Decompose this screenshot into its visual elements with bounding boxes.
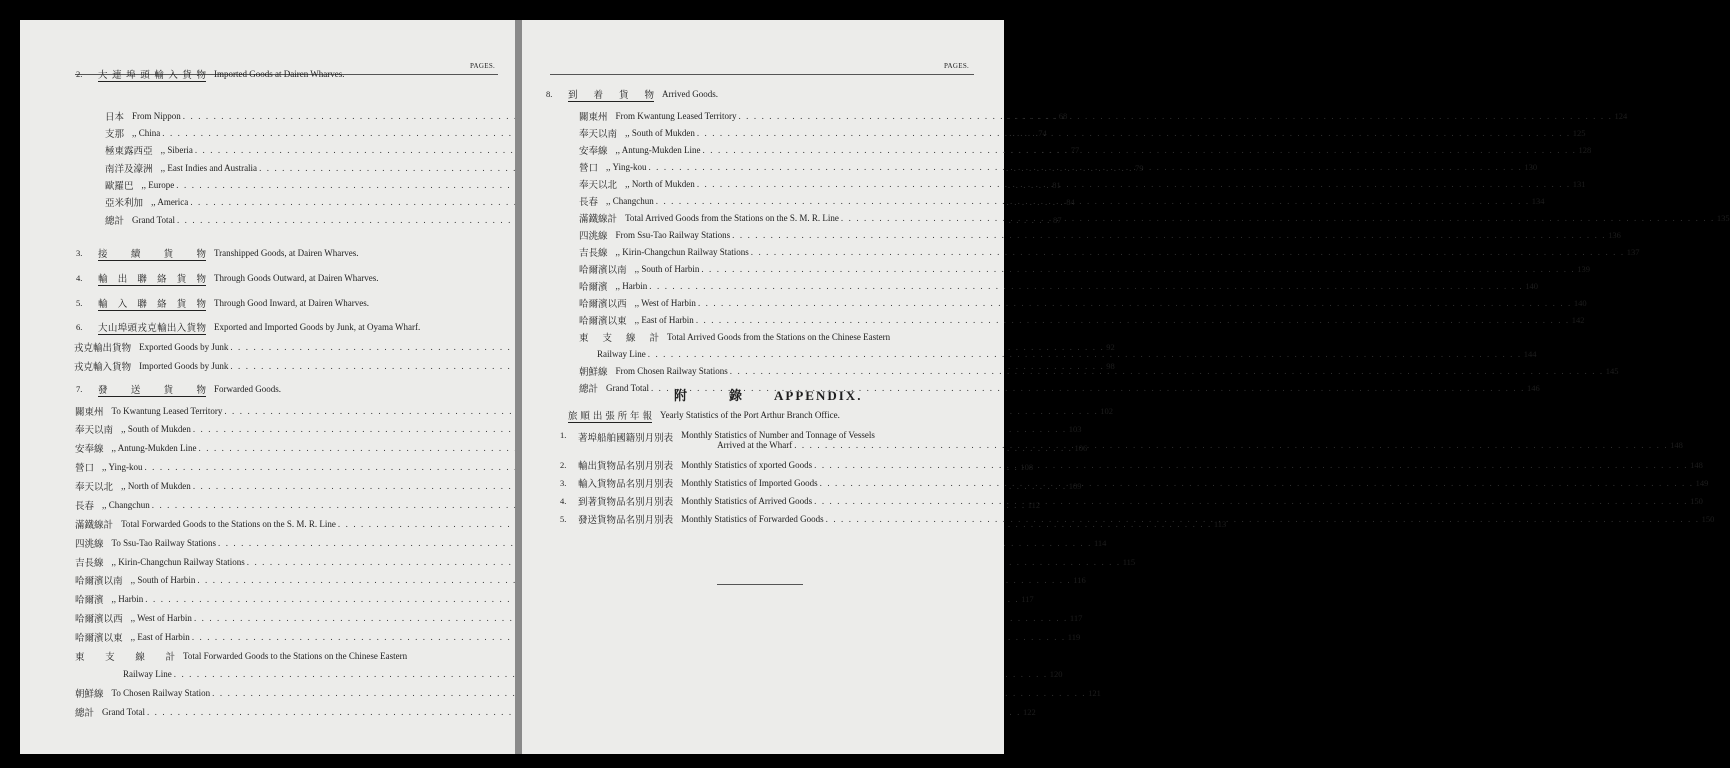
section-title: Transhipped Goods, at Dairen Wharves. (214, 248, 359, 258)
entry-text: ,, Changchun (102, 500, 150, 510)
entry-text: ,, East of Harbin (130, 632, 190, 642)
entry-text: ,, West of Harbin (634, 298, 696, 308)
entry-cjk: 哈 爾 濱 以 東 (75, 633, 123, 644)
entry-page: 74 (1038, 128, 1047, 138)
appendix-entry-text: Monthly Statistics of Forwarded Goods (681, 514, 824, 524)
section-number: 3. (76, 248, 83, 258)
entry-text: ,, Antung-Mukden Line (615, 145, 701, 155)
entry-text: Railway Line (123, 669, 172, 679)
appendix-cjk: 錄 (729, 389, 745, 404)
section-heading (76, 319, 498, 335)
entry-page: 131 (1572, 179, 1586, 189)
toc-entry (75, 572, 1086, 588)
entry-cjk: 朝 鮮 線 (579, 367, 608, 378)
book-gutter (515, 20, 522, 754)
entry-text: ,, Harbin (111, 594, 144, 604)
dot-leader (697, 128, 1571, 138)
toc-entry (75, 535, 1107, 551)
dot-leader (648, 162, 1522, 172)
entry-page: 112 (1027, 500, 1041, 510)
appendix-entry-text: Monthly Statistics of xported Goods (681, 460, 813, 470)
entry-text: ,, Kirin-Changchun Railway Stations (111, 557, 245, 567)
entry-page: 139 (1577, 264, 1591, 274)
entry-text: ,, South of Harbin (130, 575, 196, 585)
section-heading (76, 66, 498, 82)
entry-cjk: 吉 長 線 (579, 248, 608, 259)
entry-cjk: 滿 鐵 線 計 (75, 520, 114, 531)
entry-page: 140 (1525, 281, 1538, 291)
section-title: Imported Goods at Dairen Wharves. (214, 69, 345, 79)
section-number: 4. (76, 273, 83, 283)
entry-cjk: 哈 爾 濱 (579, 282, 608, 293)
section-title-cjk: 大 連 埠 頭 輸 入 貨 物 (98, 67, 206, 82)
section-title: Through Goods Outward, at Dairen Wharves. (214, 273, 379, 283)
entry-page: 81 (1052, 180, 1061, 190)
entry-cjk: 奉 天 以 南 (579, 129, 618, 140)
entry-page: 121 (1088, 688, 1101, 698)
entry-text: ,, West of Harbin (130, 613, 192, 623)
toc-entry (75, 704, 1036, 720)
entry-text: Total Forwarded Goods to the Stations on the Chinese Eastern (183, 651, 408, 661)
section-heading (76, 381, 498, 397)
dot-leader (696, 315, 1570, 325)
entry-cjk: 安 奉 線 (579, 146, 608, 157)
entry-text: Total Arrived Goods from the Stations on the S. M. R. Line (625, 213, 839, 223)
appendix-entry-page: 149 (1695, 478, 1709, 488)
dot-leader (730, 366, 1604, 376)
toc-entry (75, 591, 1034, 607)
entry-page: 113 (1213, 519, 1227, 529)
appendix-title: APPENDIX. (774, 388, 863, 403)
section-title: Exported and Imported Goods by Junk, at Oyama Wharf. (214, 322, 421, 332)
toc-entry (75, 648, 476, 664)
appendix-heading (674, 385, 862, 404)
port-arthur-heading (568, 407, 988, 423)
entry-cjk: 朝 鮮 線 (75, 689, 104, 700)
entry-text: ,, East of Harbin (634, 315, 694, 325)
section-title: Arrived Goods. (662, 89, 718, 99)
entry-page: 103 (1068, 424, 1082, 434)
entry-text: From Kwantung Leased Territory (615, 111, 737, 121)
entry-cjk: 四 洮 線 (75, 539, 104, 550)
entry-page: 125 (1572, 128, 1586, 138)
entry-text: From Nippon (132, 111, 181, 121)
entry-cjk: 哈 爾 濱 (75, 595, 104, 606)
entry-page: 102 (1100, 406, 1114, 416)
appendix-entry-line2 (681, 440, 1683, 450)
entry-page: 92 (1106, 342, 1115, 352)
entry-cjk: 長 春 (75, 501, 95, 512)
entry-text: ,, Kirin-Changchun Railway Stations (615, 247, 749, 257)
entry-page: 144 (1523, 349, 1537, 359)
toc-entry (75, 629, 1081, 645)
entry-text: ,, Antung-Mukden Line (111, 443, 197, 453)
appendix-cjk: 附 (674, 389, 690, 404)
entry-cjk: 總 計 (75, 708, 95, 719)
entry-page: 142 (1571, 315, 1585, 325)
entry-cjk: 滿 鐵 線 計 (579, 214, 618, 225)
entry-page: 115 (1122, 557, 1136, 567)
entry-text: Grand Total (132, 215, 175, 225)
dot-leader (656, 196, 1530, 206)
section-number: 8. (546, 89, 553, 99)
entry-page: 106 (1074, 443, 1088, 453)
entry-page: 116 (1073, 575, 1086, 585)
end-rule (717, 584, 803, 585)
pages-header: PAGES. (944, 62, 970, 70)
toc-entry (579, 312, 1585, 328)
appendix-entry-cjk: 發 送 貨 物 品 名 別 月 別 表 (578, 515, 674, 526)
appendix-entry-text: Arrived at the Wharf (717, 440, 793, 450)
appendix-entry-page: 148 (1690, 460, 1703, 470)
appendix-entry-text-block (681, 430, 1683, 450)
entry-page: 87 (1052, 215, 1062, 225)
entry-cjk: 營 口 (75, 463, 95, 474)
entry-text: From Chosen Railway Stations (615, 366, 728, 376)
entry-text: Exported Goods by Junk (139, 342, 229, 352)
entry-text: ,, Europe (141, 180, 175, 190)
entry-text: ,, North of Mukden (121, 481, 191, 491)
entry-text: ,, North of Mukden (625, 179, 695, 189)
toc-entry (75, 554, 1136, 570)
section-heading (76, 270, 498, 286)
entry-cjk: 極 東 露 西 亞 (105, 146, 153, 157)
entry-text: ,, Siberia (160, 145, 193, 155)
section-number: 2. (76, 69, 83, 79)
entry-cjk: 安 奉 線 (75, 444, 104, 455)
entry-cjk: 長 春 (579, 197, 599, 208)
entry-text: Grand Total (606, 383, 649, 393)
entry-text: ,, South of Harbin (634, 264, 700, 274)
section-number: 6. (76, 322, 83, 332)
entry-text: ,, Changchun (606, 196, 654, 206)
section-title-cjk: 輸 出 聯 絡 貨 物 (98, 271, 206, 286)
section-title: Through Good Inward, at Dairen Wharves. (214, 298, 370, 308)
entry-text: ,, East Indies and Australia (160, 163, 258, 173)
entry-cjk: 哈 爾 濱 以 東 (579, 316, 627, 327)
section-number: 7. (76, 384, 83, 394)
entry-page: 117 (1021, 594, 1034, 604)
appendix-number: 1. (560, 430, 567, 440)
entry-cjk: 哈 爾 濱 以 西 (579, 299, 627, 310)
entry-page: 122 (1022, 707, 1036, 717)
section-title-cjk: 發 送 貨 物 (98, 382, 206, 397)
toc-entry (75, 685, 1101, 701)
header-rule (550, 74, 974, 75)
dot-leader (794, 440, 1668, 450)
dot-leader (738, 111, 1612, 121)
entry-page: 145 (1605, 366, 1619, 376)
entry-cjk: 四 洮 線 (579, 231, 608, 242)
entry-page: 68 (1058, 111, 1068, 121)
entry-text: ,, South of Mukden (625, 128, 695, 138)
entry-cjk: 關 東 州 (75, 407, 104, 418)
entry-cjk: 哈 爾 濱 以 南 (579, 265, 627, 276)
section-heading (76, 295, 498, 311)
entry-cjk: 東 支 線 計 (75, 652, 175, 663)
section-title-cjk: 大 山 埠 頭 戎 克 輸 出 入 貨 物 (98, 320, 206, 335)
pages-header: PAGES. (470, 62, 496, 70)
section-number: 5. (76, 298, 83, 308)
entry-page: 120 (1049, 669, 1063, 679)
entry-cjk: 營 口 (579, 163, 599, 174)
entry-page: 117 (1069, 613, 1083, 623)
entry-page: 136 (1608, 230, 1621, 240)
dot-leader (814, 460, 1688, 470)
entry-cjk: 總 計 (579, 384, 599, 395)
entry-page: 108 (1020, 462, 1034, 472)
appendix-number: 4. (560, 496, 567, 506)
entry-text: Grand Total (102, 707, 145, 717)
dot-leader (732, 230, 1606, 240)
dot-leader (697, 179, 1571, 189)
entry-text: Imported Goods by Junk (139, 361, 229, 371)
entry-cjk: 歐 羅 巴 (105, 181, 134, 192)
appendix-number: 2. (560, 460, 567, 470)
entry-cjk: 戎 克 輸 出 貨 物 (74, 343, 132, 354)
port-arthur-title: Yearly Statistics of the Port Arthur Branch Office. (660, 410, 840, 420)
dot-leader (648, 349, 1522, 359)
appendix-entry-page: 150 (1690, 496, 1703, 506)
appendix-entry-text: Monthly Statistics of Imported Goods (681, 478, 818, 488)
entry-cjk: 南 洋 及 濠 洲 (105, 164, 153, 175)
entry-cjk: 戎 克 輸 入 貨 物 (74, 362, 132, 373)
entry-text: To Ssu-Tao Railway Stations (111, 538, 217, 548)
entry-page: 124 (1614, 111, 1628, 121)
appendix-entry-text: Monthly Statistics of Arrived Goods (681, 496, 813, 506)
entry-cjk: 支 那 (105, 129, 125, 140)
section-heading (546, 86, 974, 102)
entry-page: 79 (1135, 163, 1144, 173)
entry-cjk: 亞 米 利 加 (105, 198, 144, 209)
dot-leader (841, 213, 1715, 223)
appendix-entry-text: Monthly Statistics of Number and Tonnage of Vessels (681, 430, 875, 440)
entry-page: 146 (1526, 383, 1540, 393)
appendix-number: 3. (560, 478, 567, 488)
entry-page: 137 (1626, 247, 1640, 257)
entry-cjk: 日 本 (105, 112, 125, 123)
dot-leader (649, 281, 1523, 291)
entry-cjk: 哈 爾 濱 以 南 (75, 576, 123, 587)
entry-page: 135 (1716, 213, 1730, 223)
entry-cjk: 吉 長 線 (75, 558, 104, 569)
toc-entry (579, 295, 1587, 311)
entry-text: Total Forwarded Goods to the Stations on the S. M. R. Line (121, 519, 336, 529)
dot-leader (820, 478, 1694, 488)
toc-entry (579, 278, 1538, 294)
toc-entry (75, 610, 1083, 626)
entry-page: 114 (1093, 538, 1107, 548)
entry-page: 98 (1106, 361, 1115, 371)
dot-leader (751, 247, 1625, 257)
toc-entry (579, 261, 1591, 277)
section-title: Forwarded Goods. (214, 384, 281, 394)
dot-leader (814, 496, 1688, 506)
entry-text: ,, China (132, 128, 161, 138)
section-title-cjk: 輸 入 聯 絡 貨 物 (98, 296, 206, 311)
entry-cjk: 奉 天 以 北 (579, 180, 618, 191)
entry-cjk: 總 計 (105, 216, 125, 227)
entry-page: 140 (1573, 298, 1587, 308)
entry-page: 109 (1068, 481, 1082, 491)
appendix-entry-cjk: 輸 入 貨 物 品 名 別 月 別 表 (578, 479, 674, 490)
dot-leader (703, 145, 1577, 155)
appendix-entry-page: 150 (1701, 514, 1715, 524)
dot-leader (698, 298, 1572, 308)
entry-page: 119 (1067, 632, 1081, 642)
appendix-number: 5. (560, 514, 567, 524)
toc-entry (579, 244, 1640, 260)
entry-text: ,, Ying-kou (606, 162, 647, 172)
dot-leader (701, 264, 1575, 274)
entry-text: Total Arrived Goods from the Stations on the Chinese Eastern (667, 332, 891, 342)
dot-leader (826, 514, 1700, 524)
entry-page: 134 (1531, 196, 1545, 206)
entry-text: From Ssu-Tao Railway Stations (615, 230, 731, 240)
entry-cjk: 奉 天 以 南 (75, 425, 114, 436)
entry-text: To Kwantung Leased Territory (111, 406, 223, 416)
entry-page: 84 (1066, 197, 1075, 207)
section-title-cjk: 接 續 貨 物 (98, 246, 206, 261)
toc-entry (75, 666, 1063, 682)
appendix-entry-cjk: 到 著 貨 物 品 名 別 月 別 表 (578, 497, 674, 508)
entry-text: To Chosen Railway Station (111, 688, 211, 698)
appendix-entry-cjk: 輸 出 貨 物 品 名 別 月 別 表 (578, 461, 674, 472)
entry-page: 130 (1524, 162, 1538, 172)
entry-cjk: 關 東 州 (579, 112, 608, 123)
toc-entry (579, 227, 1621, 243)
entry-text: Railway Line (597, 349, 646, 359)
entry-cjk: 奉 天 以 北 (75, 482, 114, 493)
section-heading (76, 245, 498, 261)
entry-cjk: 東 支 線 計 (579, 333, 659, 344)
entry-page: 77 (1070, 145, 1080, 155)
section-title-cjk: 到 着 貨 物 (568, 87, 654, 102)
port-arthur-cjk: 旅 順 出 張 所 年 報 (568, 408, 652, 423)
entry-text: ,, America (151, 197, 189, 207)
toc-entry (579, 329, 974, 345)
entry-cjk: 哈 爾 濱 以 西 (75, 614, 123, 625)
appendix-entry-cjk: 著 埠 船 舶 國 籍 別 月 別 表 (578, 433, 674, 444)
appendix-entry-page: 148 (1670, 440, 1683, 450)
entry-text: ,, Ying-kou (102, 462, 143, 472)
entry-text: ,, South of Mukden (121, 424, 191, 434)
entry-page: 128 (1578, 145, 1592, 155)
entry-text: ,, Harbin (615, 281, 648, 291)
